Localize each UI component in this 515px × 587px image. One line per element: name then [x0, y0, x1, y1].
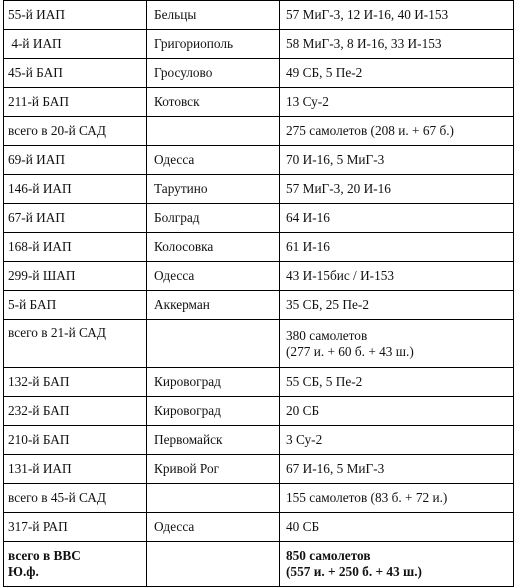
base-cell: Одесса: [147, 146, 280, 175]
table-row: [4, 233, 514, 262]
base-cell: Одесса: [147, 262, 280, 291]
unit-cell: 146-й ИАП: [4, 175, 147, 204]
grand-total-aircraft: [280, 542, 514, 587]
base-cell: Кривой Рог: [147, 455, 280, 484]
base-cell: [147, 117, 280, 146]
base-cell: Болград: [147, 204, 280, 233]
subtotal-aircraft: 275 самолетов (208 и. + 67 б.): [280, 117, 514, 146]
base-cell: [147, 320, 280, 368]
subtotal-label: всего в 21-й САД: [4, 320, 147, 368]
base-cell: Григориополь: [147, 30, 280, 59]
aircraft-cell: 57 МиГ-3, 20 И-16: [280, 175, 514, 204]
aircraft-cell: 40 СБ: [280, 513, 514, 542]
aircraft-cell: 49 СБ, 5 Пе-2: [280, 59, 514, 88]
base-cell: Тарутино: [147, 175, 280, 204]
table-row: [4, 513, 514, 542]
aircraft-cell: 57 МиГ-3, 12 И-16, 40 И-153: [280, 1, 514, 30]
grand-total-count: 850 самолетов: [286, 548, 371, 563]
aircraft-cell: 55 СБ, 5 Пе-2: [280, 368, 514, 397]
grand-total-label-line2: Ю.ф.: [8, 564, 39, 579]
base-cell: Котовск: [147, 88, 280, 117]
table-row: [4, 291, 514, 320]
base-cell: Одесса: [147, 513, 280, 542]
subtotal-aircraft: 155 самолетов (83 б. + 72 и.): [280, 484, 514, 513]
table-row: [4, 426, 514, 455]
table-row: [4, 175, 514, 204]
aircraft-cell: 67 И-16, 5 МиГ-3: [280, 455, 514, 484]
table-row: [4, 146, 514, 175]
unit-cell: 131-й ИАП: [4, 455, 147, 484]
table-row: [4, 397, 514, 426]
grand-total-label: [4, 542, 147, 587]
aviation-units-table: [3, 0, 514, 587]
table-row: [4, 1, 514, 30]
table-row: [4, 117, 514, 146]
unit-cell: 210-й БАП: [4, 426, 147, 455]
table-row: [4, 368, 514, 397]
base-cell: Аккерман: [147, 291, 280, 320]
table-row: [4, 204, 514, 233]
base-cell: Бельцы: [147, 1, 280, 30]
subtotal-label: всего в 45-й САД: [4, 484, 147, 513]
base-cell: Кировоград: [147, 368, 280, 397]
subtotal-aircraft: [280, 320, 514, 368]
base-cell: Колосовка: [147, 233, 280, 262]
aircraft-cell: 3 Су-2: [280, 426, 514, 455]
table-row: [4, 455, 514, 484]
unit-cell: 132-й БАП: [4, 368, 147, 397]
unit-cell: 232-й БАП: [4, 397, 147, 426]
aircraft-cell: 13 Су-2: [280, 88, 514, 117]
table-row: [4, 88, 514, 117]
grand-total-label-line1: всего в ВВС: [8, 548, 81, 563]
grand-total-breakdown: (557 и. + 250 б. + 43 ш.): [286, 564, 422, 579]
table-row: [4, 262, 514, 291]
unit-cell: 299-й ШАП: [4, 262, 147, 291]
table-row: [4, 320, 514, 368]
subtotal-label: всего в 20-й САД: [4, 117, 147, 146]
table-row: [4, 59, 514, 88]
base-cell: Первомайск: [147, 426, 280, 455]
aircraft-cell: 20 СБ: [280, 397, 514, 426]
table-row: [4, 484, 514, 513]
aircraft-cell: 43 И-15бис / И-153: [280, 262, 514, 291]
unit-cell: 67-й ИАП: [4, 204, 147, 233]
base-cell: [147, 484, 280, 513]
aircraft-cell: 70 И-16, 5 МиГ-3: [280, 146, 514, 175]
unit-cell: 45-й БАП: [4, 59, 147, 88]
aircraft-cell: 58 МиГ-3, 8 И-16, 33 И-153: [280, 30, 514, 59]
subtotal-aircraft-count: 380 самолетов: [286, 327, 368, 343]
aircraft-cell: 64 И-16: [280, 204, 514, 233]
aircraft-cell: 35 СБ, 25 Пе-2: [280, 291, 514, 320]
grand-total-row: [4, 542, 514, 587]
unit-cell: 211-й БАП: [4, 88, 147, 117]
unit-cell: 5-й БАП: [4, 291, 147, 320]
base-cell: [147, 542, 280, 587]
unit-cell: 55-й ИАП: [4, 1, 147, 30]
subtotal-aircraft-breakdown: (277 и. + 60 б. + 43 ш.): [286, 343, 414, 359]
aircraft-cell: 61 И-16: [280, 233, 514, 262]
base-cell: Гросулово: [147, 59, 280, 88]
unit-cell: 317-й РАП: [4, 513, 147, 542]
unit-cell: 168-й ИАП: [4, 233, 147, 262]
unit-cell: 4-й ИАП: [4, 30, 147, 59]
table-row: [4, 30, 514, 59]
base-cell: Кировоград: [147, 397, 280, 426]
unit-cell: 69-й ИАП: [4, 146, 147, 175]
